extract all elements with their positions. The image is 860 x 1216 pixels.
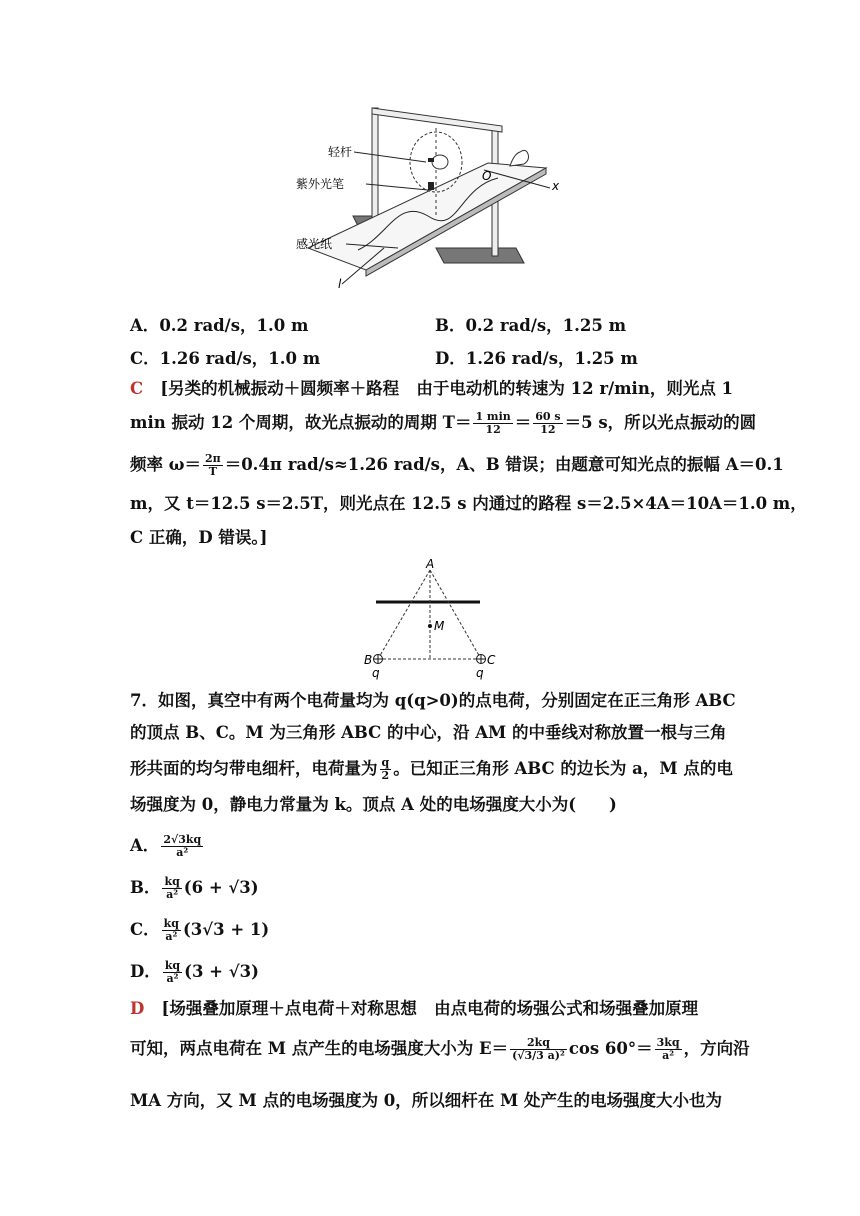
q6-option-c: C．1.26 rad/s，1.0 m <box>130 349 321 368</box>
q6-solution-line-3: 频率 ω＝ $\frac{2\pi}{T}$ ＝0.4π rad/s≈1.26 rad/s，A、B 错误；由题意可知光点的振幅 A＝0.1 <box>130 452 784 478</box>
label-rod: 轻杆 <box>328 145 353 159</box>
pendulum-apparatus-figure <box>288 98 578 294</box>
q6-option-b: B．0.2 rad/s，1.25 m <box>435 316 627 335</box>
triangle-charges-figure <box>360 558 500 680</box>
q7-stem-line-2: 的顶点 B、C。M 为三角形 ABC 的中心，沿 AM 的中垂线对称放置一根与三角 <box>130 723 727 742</box>
label-x-axis: x <box>552 179 560 193</box>
q7-stem-line-3: 形共面的均匀带电细杆，电荷量为 $\frac{q}{2}$ 。已知正三角形 ABC 的边长为 a，M 点的电 <box>130 756 733 782</box>
q6-solution-line-2: min 振动 12 个周期，故光点振动的周期 T＝ $\frac{1 \min}{12}$ ＝ $\frac{60 s}{12}$ ＝5 s，所以光点振动的圆 <box>130 410 757 436</box>
q6-solution-line-5: C 正确，D 错误。] <box>130 528 268 547</box>
q6-solution-line-1: C [另类的机械振动＋圆频率＋路程 由于电动机的转速为 12 r/min，则光点 1 <box>130 379 734 398</box>
label-uv-pen: 紫外光笔 <box>296 177 345 191</box>
q7-solution-line-1: D [场强叠加原理＋点电荷＋对称思想 由点电荷的场强公式和场强叠加原理 <box>130 999 699 1018</box>
q7-solution-line-2: 可知，两点电荷在 M 点产生的电场强度大小为 E＝ $\frac{2kq}{\text{(√3/3 a)²}}$ cos 60°＝ $\frac{3kq}{\text{a²}}$ ，方向沿 <box>130 1036 750 1062</box>
q6-solution-line-4: m，又 t＝12.5 s＝2.5T，则光点在 12.5 s 内通过的路程 s＝2.5×4A＝10A＝1.0 m， <box>130 494 807 513</box>
q6-option-a: A．0.2 rad/s，1.0 m <box>130 316 309 335</box>
q7-option-d: D． $\frac{kq}{\text{a²}}$ (3 + √3) <box>130 959 259 985</box>
q6-answer: C <box>130 379 144 398</box>
label-l-axis: l <box>338 277 342 291</box>
q7-option-b: B． $\frac{kq}{\text{a²}}$ (6 + √3) <box>130 875 259 901</box>
label-vertex-c: C <box>487 653 496 667</box>
q7-option-c: C． $\frac{kq}{\text{a²}}$ (3√3 + 1) <box>130 917 270 943</box>
label-vertex-b: B <box>364 653 373 667</box>
q7-stem-line-4: 场强度为 0，静电力常量为 k。顶点 A 处的电场强度大小为( ) <box>130 795 617 814</box>
label-charge-c: q <box>476 666 484 680</box>
label-vertex-a: A <box>426 558 435 571</box>
q7-solution-line-3: MA 方向，又 M 点的电场强度为 0，所以细杆在 M 处产生的电场强度大小也为 <box>130 1091 723 1110</box>
label-photosensitive-paper: 感光纸 <box>296 237 333 251</box>
q7-answer: D <box>130 999 145 1018</box>
q7-stem-line-1: 7．如图，真空中有两个电荷量均为 q(q>0)的点电荷，分别固定在正三角形 ABC <box>130 691 736 710</box>
q7-option-a: A． $\frac{2√3kq}{\text{a²}}$ <box>130 833 202 859</box>
label-charge-b: q <box>372 666 380 680</box>
q6-option-d: D．1.26 rad/s，1.25 m <box>435 349 638 368</box>
label-origin: O <box>482 169 492 183</box>
label-center-m: M <box>434 619 445 633</box>
